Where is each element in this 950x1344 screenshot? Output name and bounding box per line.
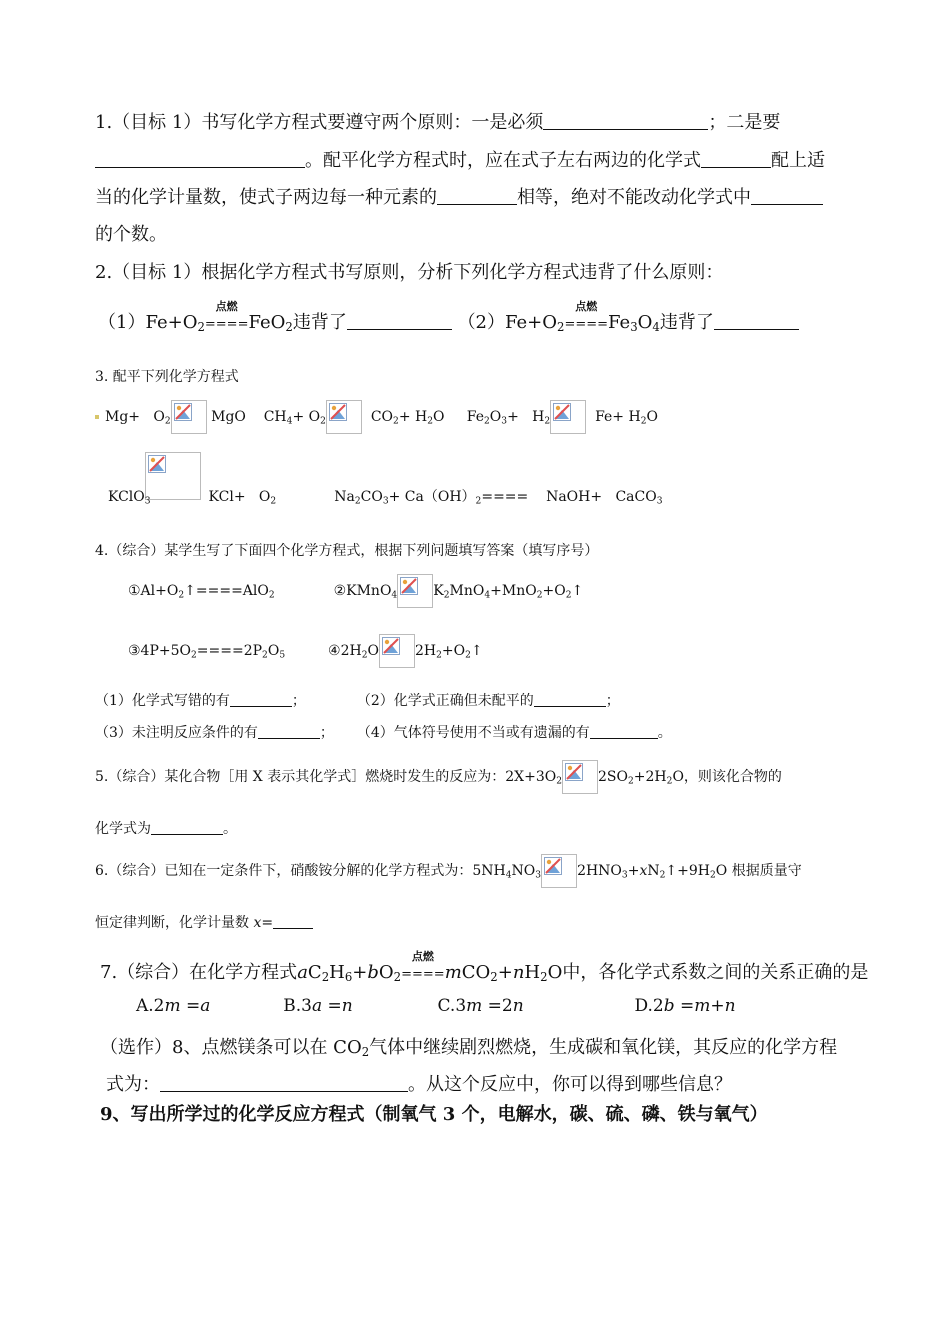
q3-title: 3. 配平下列化学方程式 <box>95 369 239 385</box>
broken-image-icon <box>397 574 433 608</box>
q7-line1: 7.（综合）在化学方程式$aC_2H_6+bO_2$ 点燃 $====mCO_2+nH_2O$中，各化学式系数之间的关系正确的是 <box>100 950 869 984</box>
q1-blank-2[interactable] <box>95 149 305 168</box>
q7-option-c[interactable]: C.3m =2n <box>437 996 524 1016</box>
q8-blank[interactable] <box>160 1073 408 1092</box>
q1-line2: 。配平化学方程式时，应在式子左右两边的化学式 配上适 <box>95 146 825 172</box>
q4-eq-row2: $③4P+5O_2====2P_2O_5$ $④2H_2O$ $2H_2+O_2↑$ <box>128 634 483 668</box>
q1-blank-5[interactable] <box>751 186 823 205</box>
q2-blank-2[interactable] <box>714 311 799 330</box>
broken-image-icon <box>379 634 415 668</box>
q8-line1: （选作）8、点燃镁条可以在 $CO_2$气体中继续剧烈燃烧，生成碳和氧化镁，其反应的化学方程 <box>100 1037 838 1059</box>
q4-sub-row2: （3）未注明反应条件的有 ； （4）气体符号使用不当或有遗漏的有 。 <box>95 725 672 741</box>
q7-option-d[interactable]: D.2b =m+n <box>634 996 736 1016</box>
q4-blank-1[interactable] <box>230 692 292 707</box>
q6-blank[interactable] <box>273 914 313 929</box>
q3-row1: Mg+ $O_2$ MgO $CH_4+ O_2$ $CO_2+ H_2O$ $Fe_2O_3+$ $H_2$ $Fe+ H_2O$ <box>95 400 658 434</box>
q7-condition: 点燃 ==== <box>401 950 445 982</box>
q9-text: 9、写出所学过的化学反应方程式（制氧气 3 个，电解水，碳、硫、磷、铁与氧气） <box>100 1104 768 1125</box>
q1-line4: 的个数。 <box>95 224 167 245</box>
q2-condition-2: 点燃 ==== <box>564 300 609 332</box>
q7-options <box>136 996 736 1016</box>
broken-image-icon <box>550 400 586 434</box>
q5-line2: 化学式为 。 <box>95 821 237 837</box>
q4-blank-4[interactable] <box>590 724 658 739</box>
broken-image-icon <box>562 760 598 794</box>
q1-line3: 当的化学计量数，使式子两边每一种元素的 相等，绝对不能改动化学式中 <box>95 183 823 209</box>
marker-dot <box>95 415 99 419</box>
q4-blank-3[interactable] <box>258 724 320 739</box>
q6-line1: 6.（综合）已知在一定条件下，硝酸铵分解的化学方程式为：$5NH_4NO_3$ $2HNO_3+xN_2↑+9H_2O$ 根据质量守 <box>95 854 802 888</box>
q1-blank-4[interactable] <box>437 186 517 205</box>
q6-line2: 恒定律判断，化学计量数 x= <box>95 912 313 932</box>
broken-image-icon <box>171 400 207 434</box>
q4-title: 4.（综合）某学生写了下面四个化学方程式，根据下列问题填写答案（填写序号） <box>95 543 599 559</box>
q5-blank[interactable] <box>151 820 223 835</box>
q2-condition-1: 点燃 ==== <box>204 300 249 332</box>
q8-line2: 式为： 。从这个反应中，你可以得到哪些信息？ <box>106 1074 732 1095</box>
q3-row2: KClO$_3$ KCl+ $O_2$ $Na_2CO_3+ Ca(OH)_2====$ NaOH+ CaCO$_3$ <box>108 489 663 507</box>
q1-blank-1[interactable] <box>543 111 708 130</box>
q4-sub-row1: （1）化学式写错的有 ； （2）化学式正确但未配平的 ； <box>95 693 620 709</box>
q4-eq-row1: $①Al+O_2↑====AlO_2$ ②KMnO$_4$ $K_2MnO_4+MnO_2+O_2↑$ <box>128 574 583 608</box>
q4-blank-2[interactable] <box>534 692 606 707</box>
q2-blank-1[interactable] <box>347 311 452 330</box>
q2-items: $(1)Fe+O_2$ 点燃 ====FeO$_2$违背了 $(2)Fe+O_2$ 点燃 $====Fe_3O_4$违背了 <box>98 308 799 334</box>
q1-blank-3[interactable] <box>701 149 771 168</box>
q2-title: 2.（目标 1）根据化学方程式书写原则，分析下列化学方程式违背了什么原则： <box>95 262 724 283</box>
broken-image-icon <box>326 400 362 434</box>
q7-option-a[interactable]: A.2m =a <box>136 996 211 1016</box>
q7-option-b[interactable]: B.3a =n <box>283 996 353 1016</box>
q1-line1: 1.（目标 1）书写化学方程式要遵守两个原则：一是必须 ；二是要 <box>95 112 781 133</box>
q5-line1: 5.（综合）某化合物［用 X 表示其化学式］燃烧时发生的反应为：$2X+3O_2$ $2SO_2+2H_2O$，则该化合物的 <box>95 760 782 794</box>
broken-image-icon <box>541 854 577 888</box>
